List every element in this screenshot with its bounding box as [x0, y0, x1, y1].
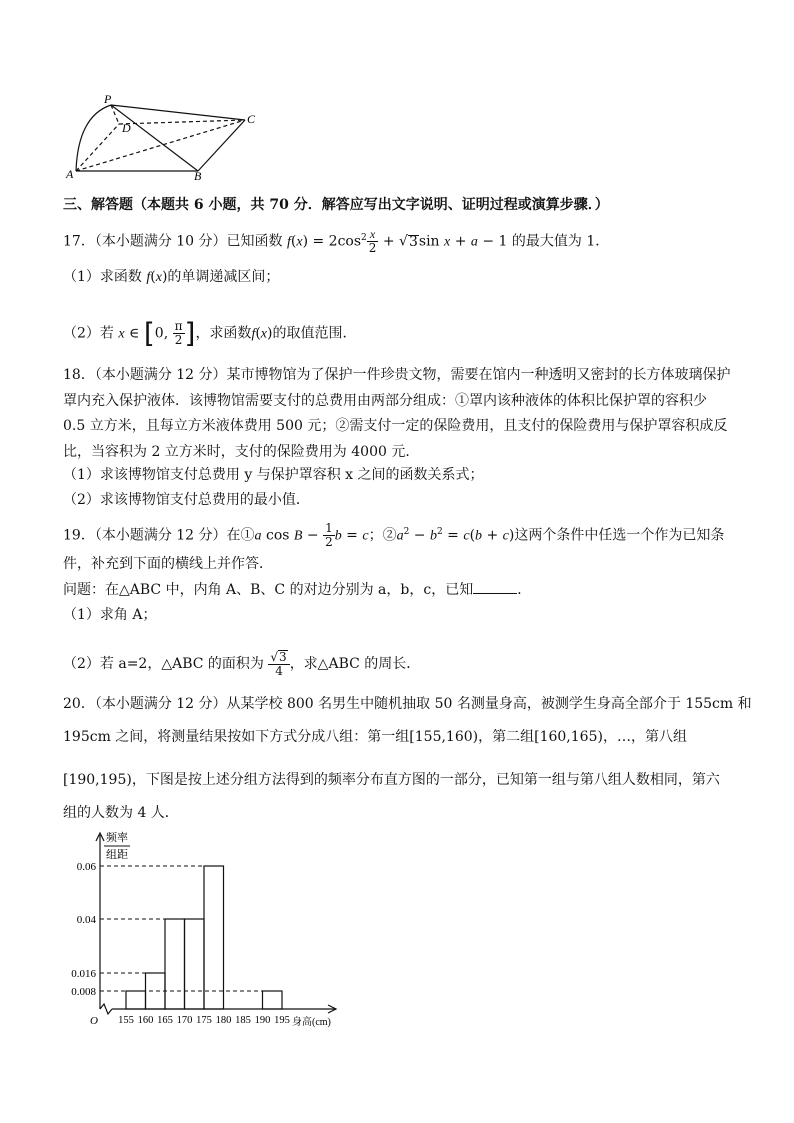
q20-line2c: ，第二组 — [478, 729, 535, 745]
y-tick-label: 0.04 — [76, 914, 96, 926]
q19-part1: （1）求角 A； — [63, 607, 157, 623]
q19-line3 — [63, 579, 531, 600]
answer-blank — [473, 579, 517, 594]
q18-line3: 0.5 立方米，且每立方米液体费用 500 元；②需支付一定的保险费用，且支付的保险费用与保护罩容积成反 — [63, 418, 728, 434]
section-header: 三、解答题（本题共 6 小题，共 70 分．解答应写出文字说明、证明过程或演算步骤．） — [63, 197, 609, 213]
q19-part2-end: ，求△ABC 的周长． — [289, 656, 421, 672]
y-label-numerator: 频率 — [106, 832, 128, 844]
axis-break-icon — [100, 1004, 112, 1014]
q18-line2: 罩内充入保护液体．该博物馆需要支付的总费用由两部分组成：①罩内该种液体的体积比保护罩的容积少 — [63, 393, 707, 409]
y-tick-label: 0.008 — [71, 986, 96, 998]
q17-part1-end: 的单调递减区间； — [167, 269, 280, 285]
edge-bc — [198, 120, 245, 171]
q18-part2: （2）求该博物馆支付总费用的最小值． — [63, 492, 310, 508]
q17-part2-end: ，求函数 — [195, 325, 252, 342]
histogram-bar — [146, 973, 166, 1009]
q20-line2e: ，…，第八组 — [602, 729, 687, 745]
q17-stem: 17．（本小题满分 10 分）已知函数 $f(x) = 2\cos^2$ $\frac{x}{2}$ + √3sin x + a − 1 的最大值为 1． — [63, 227, 610, 256]
label-a: A — [66, 167, 74, 181]
q20-group1: [155,160) — [409, 729, 479, 745]
x-tick-label: 160 — [137, 1015, 154, 1026]
histogram-bar — [185, 919, 205, 1009]
label-p: P — [104, 92, 112, 106]
label-b: B — [194, 169, 202, 183]
histogram-bar — [126, 991, 146, 1009]
x-tick-label: 180 — [215, 1015, 232, 1026]
label-c: C — [247, 112, 256, 126]
edge-pc — [111, 105, 245, 120]
q17-prefix: 17．（本小题满分 10 分）已知函数 — [63, 233, 283, 250]
y-tick-label: 0.06 — [76, 861, 96, 873]
x-tick-label: 175 — [196, 1015, 212, 1026]
q19-stem: 19．（本小题满分 12 分）在①a cos B − $\frac{1}{2}$ b = c；$②a^2 - b^2 = c(b + c)$这两个条件中任选一个作为已知条 — [63, 521, 725, 550]
q17-part1: （1）求函数 f(x)的单调递减区间； — [63, 269, 280, 285]
q20-line4: 组的人数为 4 人． — [63, 805, 179, 821]
origin-label: O — [90, 1015, 98, 1027]
y-label-denominator: 组距 — [106, 849, 128, 861]
q20-group8: [190,195) — [63, 772, 132, 788]
q19-prefix: 19．（本小题满分 12 分）在① — [63, 527, 255, 544]
q20-line1: 20．（本小题满分 12 分）从某学校 800 名男生中随机抽取 50 名测量身高，被测学生身高全部介于 155cm 和 — [63, 696, 752, 712]
q18-line4: 比，当容积为 2 立方米时，支付的保险费用为 4000 元． — [63, 444, 420, 460]
q17-formula: f — [286, 234, 291, 250]
edge-dc — [119, 120, 245, 124]
q19-suffix: 这两个条件中任选一个作为已知条 — [514, 527, 725, 544]
x-tick-label: 185 — [235, 1015, 251, 1026]
q20-line2a: 195cm 之间，将测量结果按如下方式分成八组：第一组 — [63, 729, 410, 745]
geometry-figure — [60, 92, 270, 183]
x-tick-label: 190 — [254, 1015, 271, 1026]
q19-part2-text: （2）若 a=2，△ABC 的面积为 — [63, 656, 264, 672]
q19-part2: （2）若 a=2，△ABC 的面积为 $\frac{√3}{4}$ ，求△ABC 的周长． — [63, 650, 421, 678]
histogram-bar — [204, 866, 224, 1009]
q19-mid: ；② — [368, 527, 397, 544]
edge-ac — [76, 120, 245, 171]
q17-part2: （2）若 x ∈ [0, $\frac{\pi}{2}$ ]，求函数f(x)的取值范围． — [63, 316, 357, 350]
y-tick-label: 0.016 — [71, 968, 96, 980]
frequency-histogram — [71, 825, 350, 1030]
q17-part2-tail: 的取值范围． — [272, 325, 357, 342]
q18-part1: （1）求该博物馆支付总费用 y 与保护罩容积 x 之间的函数关系式； — [63, 467, 484, 483]
q19-line3-end: ． — [517, 582, 532, 598]
q17-suffix: 的最大值为 1． — [511, 233, 610, 250]
q17-part1-text: （1）求函数 — [63, 269, 142, 285]
x-axis-label: 身高(cm) — [292, 1017, 331, 1028]
q20-line2 — [63, 727, 687, 747]
q19-line3-text: 问题：在△ABC 中，内角 A、B、C 的对边分别为 a，b，c，已知 — [63, 582, 474, 598]
x-tick-label: 170 — [176, 1015, 193, 1026]
q20-line3 — [63, 770, 720, 790]
histogram-bar — [165, 919, 185, 1009]
label-d: D — [122, 121, 131, 135]
x-tick-label: 195 — [274, 1015, 290, 1026]
x-tick-label: 155 — [118, 1015, 134, 1026]
x-tick-label: 165 — [157, 1015, 173, 1026]
histogram-bar — [263, 991, 283, 1009]
q20-line3b: ，下图是按上述分组方法得到的频率分布直方图的一部分，已知第一组与第八组人数相同，第六 — [131, 772, 720, 788]
q18-line1: 18．（本小题满分 12 分）某市博物馆为了保护一件珍贵文物，需要在馆内一种透明又密封的长方体玻璃保护 — [63, 367, 731, 383]
q20-group2: [160,165) — [534, 729, 603, 745]
q17-part2-text: （2）若 — [63, 325, 114, 342]
q19-line2: 件，补充到下面的横线上并作答． — [63, 556, 273, 572]
